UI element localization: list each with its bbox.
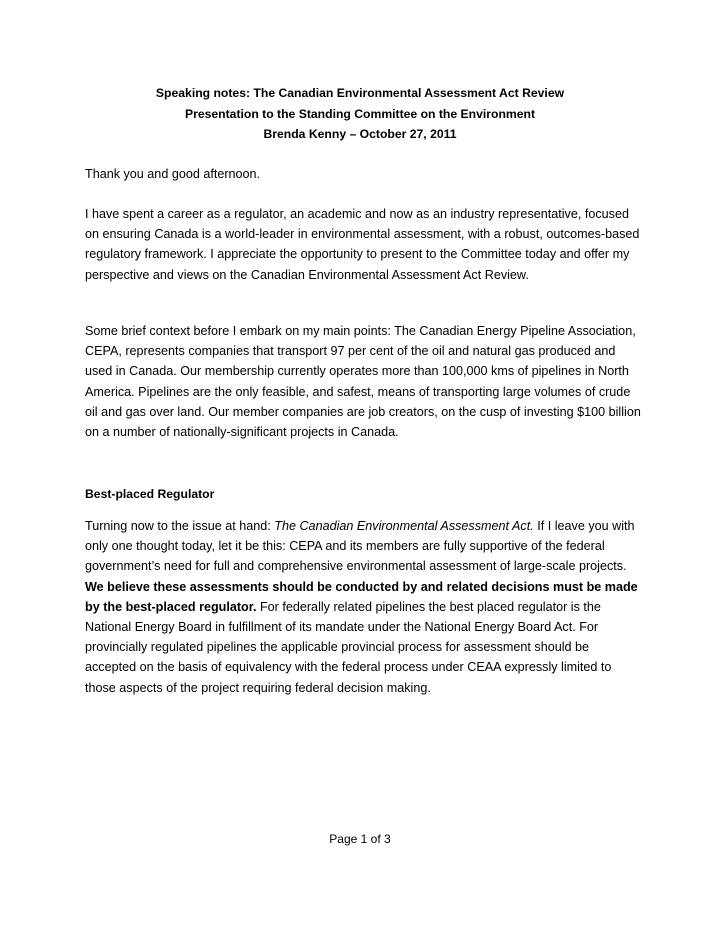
header-subtitle: Presentation to the Standing Committee on the Environment (184, 106, 536, 121)
act-title-italic: The Canadian Environmental Assessment Act. (274, 519, 534, 533)
paragraph-middle-text: If I leave you with only one thought today, let it be this: CEPA and its members are fully supportive of the federal government’s need for full and comprehensive environmental assessment of large-scale projects. (85, 519, 635, 574)
intro-paragraph: I have spent a career as a regulator, an academic and now as an industry representative, focused on ensuring Canada is a world-leader in environmental assessment, with a robust, outcomes-based regulatory framework. I appreciate the opportunity to present to the Committee today and offer my perspective and views on the Canadian Environmental Assessment Act Review. (85, 207, 640, 282)
document-header (0, 83, 720, 145)
paragraph-lead-text: Turning now to the issue at hand: (85, 519, 275, 533)
section-heading: Best-placed Regulator (85, 487, 215, 501)
best-placed-paragraph (85, 516, 641, 698)
header-title: Speaking notes: The Canadian Environmental Assessment Act Review (155, 86, 565, 100)
key-statement-bold: We believe these assessments should be conducted by and related decisions must be made by the best-placed regulator. (85, 579, 638, 614)
header-author-date: Brenda Kenny – October 27, 2011 (263, 127, 457, 141)
greeting-paragraph: Thank you and good afternoon. (85, 167, 261, 181)
context-paragraph: Some brief context before I embark on my main points: The Canadian Energy Pipeline Association, CEPA, represents companies that transport 97 per cent of the oil and natural gas produced and used in Canada. Our membership currently operates more than 100,000 kms of pipelines in North America. Pipelines are the only feasible, and safest, means of transporting large volumes of crude oil and gas over land. Our member companies are job creators, on the cusp of investing $100 billion on a number of nationally-significant projects in Canada. (85, 324, 641, 440)
paragraph-tail-text: For federally related pipelines the best placed regulator is the National Energy Board in fulfillment of its mandate under the National Energy Board Act. For provincially regulated pipelines the applicable provincial process for assessment should be accepted on the basis of equivalency with the federal process under CEAA expressly limited to those aspects of the project requiring federal decision making. (85, 599, 612, 695)
page-number-footer: Page 1 of 3 (329, 832, 391, 846)
